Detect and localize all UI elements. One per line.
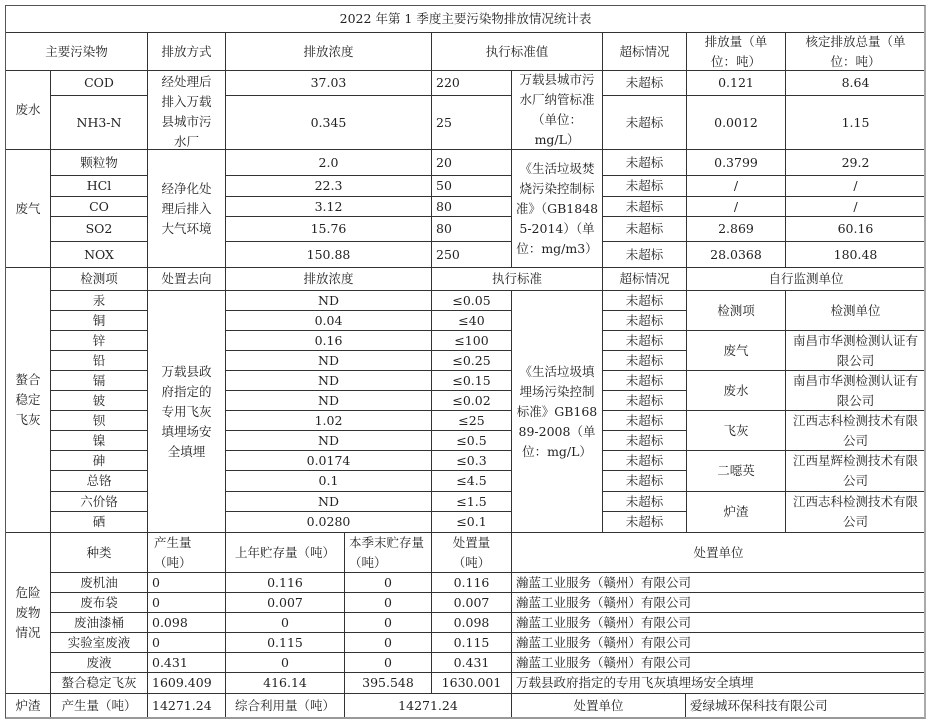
header-amount: 排放量（单位：吨） <box>687 33 786 71</box>
flyash-standard: 《生活垃圾填埋场污染控制标准》GB16889-2008（单位：mg/L） <box>512 291 603 533</box>
flyash-limit: ≤0.15 <box>432 371 512 391</box>
exceed-status: 未超标 <box>603 197 687 217</box>
flyash-exceed: 未超标 <box>603 512 687 533</box>
amount-value: 0.121 <box>687 71 786 96</box>
flyash-exceed: 未超标 <box>603 371 687 391</box>
total-value: 8.64 <box>786 71 926 96</box>
amount-value: / <box>687 176 786 197</box>
haz-disposed: 0.116 <box>432 573 512 593</box>
pollutant-name: HCl <box>51 176 148 197</box>
haz-type: 废油漆桶 <box>51 613 148 633</box>
flyash-item: 钡 <box>51 411 148 431</box>
flyash-exceed: 未超标 <box>603 431 687 451</box>
header-exceed: 超标情况 <box>603 33 687 71</box>
amount-value: 0.0012 <box>687 96 786 150</box>
flyash-conc: 0.04 <box>226 311 432 331</box>
flyash-limit: ≤0.02 <box>432 391 512 411</box>
haz-header-unit: 处置单位 <box>512 533 926 573</box>
slag-unit-value: 爱绿城环保科技有限公司 <box>686 694 926 719</box>
amount-value: / <box>687 197 786 217</box>
monitor-item: 废水 <box>687 371 786 411</box>
waste-gas-standard: 《生活垃圾焚烧污染控制标准》（GB18485-2014）（单位：mg/m3） <box>512 150 603 268</box>
flyash-item: 六价铬 <box>51 492 148 512</box>
flyash-disposal: 万载县政府指定的专用飞灰填埋场安全填埋 <box>148 291 226 533</box>
monitor-item: 废气 <box>687 331 786 371</box>
exceed-status: 未超标 <box>603 71 687 96</box>
flyash-conc: 0.0174 <box>226 451 432 471</box>
total-value: 1.15 <box>786 96 926 150</box>
total-value: / <box>786 176 926 197</box>
pollutant-name: CO <box>51 197 148 217</box>
haz-type: 实验室废液 <box>51 633 148 653</box>
haz-produced: 1609.409 <box>148 673 226 694</box>
haz-header-produced: 产生量（吨） <box>148 533 226 573</box>
haz-last-year: 0.007 <box>226 593 345 613</box>
monitor-header-unit: 检测单位 <box>786 291 926 331</box>
pollutant-name: 颗粒物 <box>51 150 148 176</box>
haz-header-type: 种类 <box>51 533 148 573</box>
flyash-conc: ND <box>226 371 432 391</box>
haz-produced: 0 <box>148 633 226 653</box>
limit-value: 80 <box>432 197 512 217</box>
haz-produced: 0 <box>148 573 226 593</box>
haz-type: 废机油 <box>51 573 148 593</box>
exceed-status: 未超标 <box>603 217 687 242</box>
header-total: 核定排放总量（单位：吨） <box>786 33 926 71</box>
haz-quarter-end: 395.548 <box>345 673 432 694</box>
limit-value: 220 <box>432 71 512 96</box>
waste-gas-method: 经净化处理后排入大气环境 <box>148 150 226 268</box>
haz-produced: 0.431 <box>148 653 226 673</box>
flyash-item: 镍 <box>51 431 148 451</box>
total-value: 60.16 <box>786 217 926 242</box>
exceed-status: 未超标 <box>603 96 687 150</box>
flyash-header-conc: 排放浓度 <box>226 268 432 291</box>
flyash-limit: ≤0.1 <box>432 512 512 533</box>
flyash-header-monitor: 自行监测单位 <box>687 268 926 291</box>
pollutant-name: COD <box>51 71 148 96</box>
category-slag: 炉渣 <box>5 694 51 719</box>
haz-disposed: 0.431 <box>432 653 512 673</box>
flyash-exceed: 未超标 <box>603 351 687 371</box>
flyash-conc: 1.02 <box>226 411 432 431</box>
monitor-unit: 江西志科检测技术有限公司 <box>786 492 926 533</box>
pollutant-name: SO2 <box>51 217 148 242</box>
flyash-limit: ≤0.25 <box>432 351 512 371</box>
flyash-conc: 0.1 <box>226 471 432 492</box>
header-standard: 执行标准值 <box>432 33 603 71</box>
limit-value: 250 <box>432 242 512 268</box>
flyash-conc: ND <box>226 431 432 451</box>
slag-utilized-value: 14271.24 <box>345 694 512 719</box>
haz-unit: 万载县政府指定的专用飞灰填埋场安全填埋 <box>512 673 926 694</box>
limit-value: 25 <box>432 96 512 150</box>
concentration-value: 22.3 <box>226 176 432 197</box>
flyash-exceed: 未超标 <box>603 311 687 331</box>
flyash-exceed: 未超标 <box>603 391 687 411</box>
monitor-item: 二噁英 <box>687 451 786 492</box>
haz-quarter-end: 0 <box>345 653 432 673</box>
flyash-conc: ND <box>226 492 432 512</box>
slag-produced-label: 产生量（吨） <box>51 694 148 719</box>
flyash-item: 总铬 <box>51 471 148 492</box>
haz-type: 废布袋 <box>51 593 148 613</box>
monitor-unit: 江西星辉检测技术有限公司 <box>786 451 926 492</box>
haz-disposed: 1630.001 <box>432 673 512 694</box>
limit-value: 20 <box>432 150 512 176</box>
pollutant-name: NOX <box>51 242 148 268</box>
haz-disposed: 0.098 <box>432 613 512 633</box>
total-value: 29.2 <box>786 150 926 176</box>
flyash-item: 汞 <box>51 291 148 311</box>
limit-value: 50 <box>432 176 512 197</box>
header-method: 排放方式 <box>148 33 226 71</box>
haz-quarter-end: 0 <box>345 593 432 613</box>
monitor-item: 炉渣 <box>687 492 786 533</box>
haz-unit: 瀚蓝工业服务（赣州）有限公司 <box>512 633 926 653</box>
flyash-exceed: 未超标 <box>603 411 687 431</box>
flyash-item: 锌 <box>51 331 148 351</box>
haz-header-last-year: 上年贮存量（吨） <box>226 533 345 573</box>
haz-quarter-end: 0 <box>345 633 432 653</box>
flyash-item: 铍 <box>51 391 148 411</box>
concentration-value: 3.12 <box>226 197 432 217</box>
haz-header-disposed: 处置量（吨） <box>432 533 512 573</box>
flyash-conc: 0.16 <box>226 331 432 351</box>
flyash-header-item: 检测项 <box>51 268 148 291</box>
concentration-value: 2.0 <box>226 150 432 176</box>
monitor-item: 飞灰 <box>687 411 786 451</box>
haz-disposed: 0.115 <box>432 633 512 653</box>
haz-last-year: 0.115 <box>226 633 345 653</box>
haz-type: 废液 <box>51 653 148 673</box>
flyash-item: 硒 <box>51 512 148 533</box>
flyash-exceed: 未超标 <box>603 451 687 471</box>
flyash-limit: ≤25 <box>432 411 512 431</box>
monitor-unit: 江西志科检测技术有限公司 <box>786 411 926 451</box>
haz-last-year: 0 <box>226 653 345 673</box>
flyash-item: 砷 <box>51 451 148 471</box>
haz-header-quarter-end: 本季末贮存量（吨） <box>345 533 432 573</box>
haz-unit: 瀚蓝工业服务（赣州）有限公司 <box>512 593 926 613</box>
haz-type: 螯合稳定飞灰 <box>51 673 148 694</box>
flyash-header-disposal: 处置去向 <box>148 268 226 291</box>
amount-value: 0.3799 <box>687 150 786 176</box>
flyash-limit: ≤0.3 <box>432 451 512 471</box>
total-value: 180.48 <box>786 242 926 268</box>
flyash-limit: ≤40 <box>432 311 512 331</box>
flyash-header-exceed: 超标情况 <box>603 268 687 291</box>
wastewater-method: 经处理后排入万载县城市污水厂 <box>148 71 226 150</box>
flyash-limit: ≤0.05 <box>432 291 512 311</box>
amount-value: 2.869 <box>687 217 786 242</box>
flyash-exceed: 未超标 <box>603 291 687 311</box>
flyash-conc: 0.0280 <box>226 512 432 533</box>
wastewater-standard: 万载县城市污水厂纳管标准（单位：mg/L） <box>512 71 603 150</box>
haz-last-year: 0.116 <box>226 573 345 593</box>
flyash-limit: ≤4.5 <box>432 471 512 492</box>
flyash-exceed: 未超标 <box>603 492 687 512</box>
haz-disposed: 0.007 <box>432 593 512 613</box>
header-pollutant: 主要污染物 <box>5 33 148 71</box>
concentration-value: 0.345 <box>226 96 432 150</box>
slag-produced-value: 14271.24 <box>148 694 226 719</box>
flyash-header-standard: 执行标准 <box>432 268 603 291</box>
category-fly-ash: 螯合稳定飞灰 <box>5 268 51 533</box>
monitor-header-item: 检测项 <box>687 291 786 331</box>
limit-value: 80 <box>432 217 512 242</box>
haz-last-year: 0 <box>226 613 345 633</box>
flyash-conc: ND <box>226 291 432 311</box>
haz-unit: 瀚蓝工业服务（赣州）有限公司 <box>512 613 926 633</box>
exceed-status: 未超标 <box>603 150 687 176</box>
haz-last-year: 416.14 <box>226 673 345 694</box>
exceed-status: 未超标 <box>603 176 687 197</box>
exceed-status: 未超标 <box>603 242 687 268</box>
concentration-value: 37.03 <box>226 71 432 96</box>
monitor-unit: 南昌市华测检测认证有限公司 <box>786 331 926 371</box>
concentration-value: 150.88 <box>226 242 432 268</box>
haz-quarter-end: 0 <box>345 613 432 633</box>
flyash-item: 铅 <box>51 351 148 371</box>
total-value: / <box>786 197 926 217</box>
haz-produced: 0 <box>148 593 226 613</box>
category-wastewater: 废水 <box>5 71 51 150</box>
header-concentration: 排放浓度 <box>226 33 432 71</box>
table-title: 2022 年第 1 季度主要污染物排放情况统计表 <box>5 5 926 33</box>
pollutant-name: NH3-N <box>51 96 148 150</box>
haz-unit: 瀚蓝工业服务（赣州）有限公司 <box>512 653 926 673</box>
category-waste-gas: 废气 <box>5 150 51 268</box>
flyash-conc: ND <box>226 391 432 411</box>
monitor-unit: 南昌市华测检测认证有限公司 <box>786 371 926 411</box>
flyash-conc: ND <box>226 351 432 371</box>
haz-produced: 0.098 <box>148 613 226 633</box>
haz-quarter-end: 0 <box>345 573 432 593</box>
flyash-limit: ≤0.5 <box>432 431 512 451</box>
flyash-limit: ≤100 <box>432 331 512 351</box>
haz-unit: 瀚蓝工业服务（赣州）有限公司 <box>512 573 926 593</box>
amount-value: 28.0368 <box>687 242 786 268</box>
flyash-exceed: 未超标 <box>603 471 687 492</box>
flyash-exceed: 未超标 <box>603 331 687 351</box>
concentration-value: 15.76 <box>226 217 432 242</box>
flyash-item: 镉 <box>51 371 148 391</box>
flyash-item: 铜 <box>51 311 148 331</box>
flyash-limit: ≤1.5 <box>432 492 512 512</box>
slag-utilized-label: 综合利用量（吨） <box>226 694 345 719</box>
category-hazardous: 危险废物情况 <box>5 533 51 694</box>
slag-unit-label: 处置单位 <box>512 694 686 719</box>
